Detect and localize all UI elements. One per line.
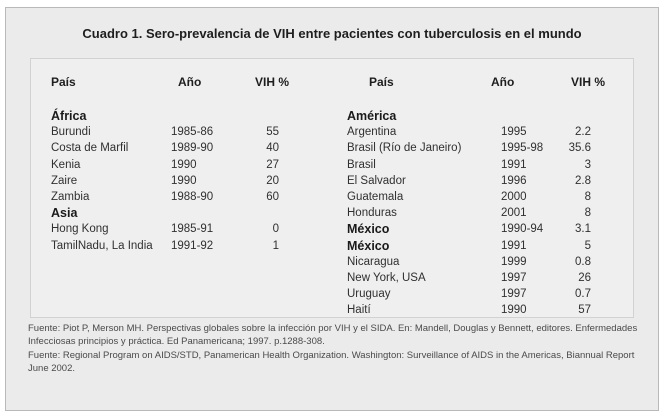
right-header-hiv: VIH % bbox=[571, 75, 606, 89]
cell-hiv: 5 bbox=[584, 239, 591, 252]
cell-country: Kenia bbox=[51, 158, 81, 171]
cell-year: 1989-90 bbox=[171, 142, 214, 155]
cell-country: Nicaragua bbox=[347, 255, 400, 268]
cell-country: TamilNadu, La India bbox=[51, 239, 153, 252]
cell-year: 1997 bbox=[501, 288, 527, 301]
cell-hiv: 0 bbox=[272, 223, 279, 236]
cell-year: 1990 bbox=[171, 158, 197, 171]
cell-year: 1995 bbox=[501, 126, 527, 139]
cell-year: 1990-94 bbox=[501, 223, 544, 236]
cell-year: 1990 bbox=[501, 304, 527, 317]
right-header-year: Año bbox=[491, 75, 515, 89]
cell-country: Zambia bbox=[51, 191, 90, 203]
table-frame bbox=[5, 7, 659, 411]
cell-year: 2000 bbox=[501, 191, 527, 203]
table-row bbox=[31, 270, 631, 286]
cell-country: Haití bbox=[347, 304, 371, 317]
cell-country: Argentina bbox=[347, 126, 397, 139]
table-row bbox=[31, 189, 631, 205]
region-name: Asia bbox=[51, 206, 78, 221]
table-row bbox=[31, 286, 631, 302]
cell-country: México bbox=[347, 238, 390, 253]
table-row bbox=[31, 124, 631, 140]
table-row bbox=[31, 205, 631, 221]
table-row bbox=[31, 173, 631, 189]
cell-hiv: 57 bbox=[578, 304, 591, 317]
cell-hiv: 2.2 bbox=[575, 126, 591, 139]
cell-country: New York, USA bbox=[347, 272, 426, 284]
cell-year: 1997 bbox=[501, 272, 527, 284]
table-panel bbox=[30, 58, 634, 318]
cell-year: 1999 bbox=[501, 255, 527, 268]
cell-country: Brasil (Río de Janeiro) bbox=[347, 142, 462, 155]
cell-country: Costa de Marfil bbox=[51, 142, 129, 155]
cell-year: 1985-86 bbox=[171, 126, 214, 139]
cell-hiv: 1 bbox=[272, 239, 279, 252]
cell-year: 1991 bbox=[501, 239, 527, 252]
table-row bbox=[31, 140, 631, 156]
region-name: América bbox=[347, 109, 397, 123]
cell-hiv: 26 bbox=[578, 272, 591, 284]
cell-country: México bbox=[347, 222, 390, 237]
cell-hiv: 60 bbox=[266, 191, 279, 203]
table-row bbox=[31, 221, 631, 237]
footnote-2: Fuente: Regional Program on AIDS/STD, Panamerican Health Organization. Washington: Surveillance of AIDS in the Americas, Biannual Report June 2002. bbox=[28, 350, 635, 374]
region-heading bbox=[31, 108, 631, 124]
cell-country: Burundi bbox=[51, 126, 91, 139]
cell-year: 1996 bbox=[501, 174, 527, 187]
cell-country: Uruguay bbox=[347, 288, 391, 301]
table-title: Cuadro 1. Sero-prevalencia de VIH entre pacientes con tuberculosis en el mundo bbox=[82, 26, 582, 41]
cell-year: 2001 bbox=[501, 207, 527, 220]
table-row bbox=[31, 157, 631, 173]
left-header-year: Año bbox=[178, 75, 202, 89]
cell-country: Hong Kong bbox=[51, 223, 109, 236]
cell-year: 1991 bbox=[501, 158, 527, 171]
cell-hiv: 35.6 bbox=[568, 142, 591, 155]
cell-year: 1990 bbox=[171, 174, 197, 187]
cell-country: Zaire bbox=[51, 174, 78, 187]
cell-country: Guatemala bbox=[347, 191, 404, 203]
left-header-hiv: VIH % bbox=[255, 75, 290, 89]
left-header-country: País bbox=[51, 75, 76, 89]
cell-hiv: 0.7 bbox=[575, 288, 591, 301]
cell-hiv: 20 bbox=[266, 174, 279, 187]
cell-hiv: 8 bbox=[584, 191, 591, 203]
cell-hiv: 3.1 bbox=[575, 223, 591, 236]
cell-year: 1991-92 bbox=[171, 239, 214, 252]
cell-hiv: 3 bbox=[584, 158, 591, 171]
table-row bbox=[31, 302, 631, 318]
footnote-1: Fuente: Piot P, Merson MH. Perspectivas globales sobre la infección por VIH y el SIDA. En: Mandell, Douglas y Bennett, editores. Enfermedades Infecciosas principios y práctica. Ed Panamericana; 1997. p.1288-308. bbox=[28, 323, 638, 347]
region-name: África bbox=[51, 109, 87, 123]
cell-hiv: 27 bbox=[266, 158, 279, 171]
cell-year: 1988-90 bbox=[171, 191, 214, 203]
cell-hiv: 8 bbox=[584, 207, 591, 220]
cell-country: Honduras bbox=[347, 207, 397, 220]
cell-hiv: 55 bbox=[266, 126, 279, 139]
cell-country: Brasil bbox=[347, 158, 376, 171]
cell-year: 1995-98 bbox=[501, 142, 544, 155]
table-row bbox=[31, 238, 631, 254]
cell-hiv: 40 bbox=[266, 142, 279, 155]
cell-hiv: 2.8 bbox=[575, 174, 591, 187]
cell-year: 1985-91 bbox=[171, 223, 214, 236]
cell-country: El Salvador bbox=[347, 174, 406, 187]
table-row bbox=[31, 254, 631, 270]
right-header-country: País bbox=[369, 75, 394, 89]
cell-hiv: 0.8 bbox=[575, 255, 591, 268]
